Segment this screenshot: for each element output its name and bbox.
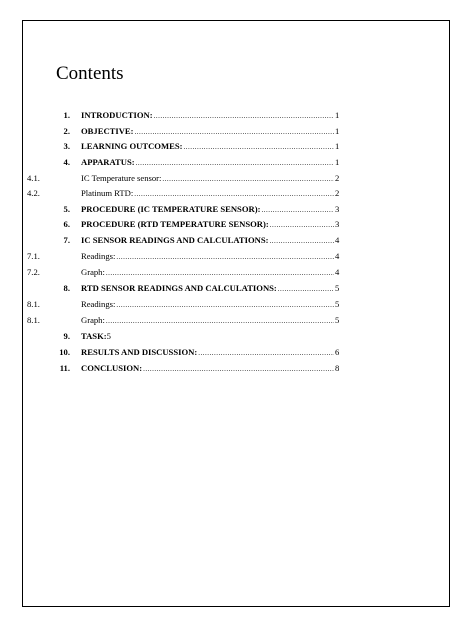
toc-entry-number: 4.1. [27, 172, 40, 183]
toc-entry-label: APPARATUS: [81, 156, 135, 167]
toc-entry-page: 1 [335, 125, 340, 136]
dot-leader [183, 140, 334, 154]
toc-entry-label: TASK: [81, 330, 107, 341]
toc-entry-page: 6 [335, 346, 340, 357]
toc-entry-page: 5 [335, 282, 340, 293]
toc-entry-number: 7. [63, 234, 70, 245]
toc-entry-7-1[interactable] [0, 249, 474, 263]
toc-entry-number: 9. [63, 330, 70, 341]
dot-leader [278, 282, 334, 296]
toc-entry-page: 3 [335, 219, 340, 229]
toc-entry-number: 11. [59, 362, 70, 373]
toc-entry-3[interactable] [0, 139, 474, 153]
toc-entry-page: 4 [335, 234, 340, 245]
toc-entry-9[interactable] [0, 329, 474, 343]
dot-leader [198, 346, 334, 360]
toc-entry-page: 8 [335, 362, 340, 373]
toc-entry-label: RESULTS AND DISCUSSION: [81, 346, 198, 357]
toc-entry-label: IC Temperature sensor: [81, 172, 162, 183]
dot-leader [134, 187, 334, 201]
toc-entry-8[interactable] [0, 281, 474, 295]
toc-entry-number: 1. [63, 110, 70, 120]
toc-entry-4-1[interactable] [0, 171, 474, 185]
dot-leader [143, 362, 334, 376]
dot-leader [106, 266, 334, 280]
toc-entry-8-1-graph[interactable] [0, 313, 474, 327]
dot-leader [270, 234, 334, 248]
toc-entry-number: 4. [63, 156, 70, 167]
dot-leader [154, 109, 334, 123]
toc-entry-number: 2. [63, 125, 70, 136]
toc-entry-number: 3. [63, 141, 70, 151]
toc-entry-1[interactable] [0, 108, 474, 122]
dot-leader [261, 203, 334, 217]
toc-entry-label: PROCEDURE (RTD TEMPERATURE SENSOR): [81, 219, 269, 229]
dot-leader [116, 298, 334, 312]
dot-leader [106, 314, 334, 328]
toc-entry-page: 2 [335, 172, 340, 183]
toc-entry-page: 2 [335, 188, 340, 198]
toc-entry-7-2[interactable] [0, 265, 474, 279]
toc-entry-label: Graph: [81, 315, 105, 325]
toc-entry-number: 5. [63, 203, 70, 214]
toc-entry-label: CONCLUSION: [81, 362, 143, 373]
toc-entry-11[interactable] [0, 361, 474, 375]
dot-leader [136, 156, 334, 170]
page-title: Contents [56, 63, 124, 84]
toc-entry-label: IC SENSOR READINGS AND CALCULATIONS: [81, 234, 269, 245]
toc-entry-number: 10. [59, 346, 70, 357]
toc-entry-page: 4 [335, 251, 340, 261]
toc-entry-label: OBJECTIVE: [81, 125, 134, 136]
dot-leader [116, 250, 334, 264]
toc-entry-label: Readings: [81, 299, 116, 309]
toc-entry-page: 5 [106, 330, 111, 341]
dot-leader [135, 125, 334, 139]
toc-entry-label: Graph: [81, 267, 105, 277]
toc-entry-number: 4.2. [27, 188, 40, 198]
toc-entry-number: 7.2. [27, 267, 40, 277]
toc-entry-4-2[interactable] [0, 186, 474, 200]
toc-entry-label: RTD SENSOR READINGS AND CALCULATIONS: [81, 282, 277, 293]
toc-entry-6[interactable] [0, 217, 474, 231]
toc-entry-label: INTRODUCTION: [81, 110, 153, 120]
toc-entry-number: 8.1. [27, 315, 40, 325]
toc-entry-8-1[interactable] [0, 297, 474, 311]
toc-entry-page: 4 [335, 267, 340, 277]
toc-entry-10[interactable] [0, 345, 474, 359]
toc-entry-number: 6. [63, 219, 70, 229]
toc-entry-page: 1 [335, 156, 340, 167]
dot-leader [162, 172, 334, 186]
toc-entry-5[interactable] [0, 202, 474, 216]
toc-entry-page: 3 [335, 203, 340, 214]
toc-entry-number: 8. [63, 282, 70, 293]
toc-entry-number: 8.1. [27, 299, 40, 309]
toc-entry-label: PROCEDURE (IC TEMPERATURE SENSOR): [81, 203, 261, 214]
toc-entry-page: 1 [335, 141, 340, 151]
toc-entry-7[interactable] [0, 233, 474, 247]
toc-entry-2[interactable] [0, 124, 474, 138]
toc-entry-4[interactable] [0, 155, 474, 169]
toc-entry-label: LEARNING OUTCOMES: [81, 141, 183, 151]
toc-entry-page: 5 [335, 299, 340, 309]
toc-entry-number: 7.1. [27, 251, 40, 261]
toc-entry-page: 1 [335, 110, 340, 120]
dot-leader [270, 218, 334, 232]
toc-entry-page: 5 [335, 315, 340, 325]
toc-entry-label: Platinum RTD: [81, 188, 134, 198]
toc-entry-label: Readings: [81, 251, 116, 261]
